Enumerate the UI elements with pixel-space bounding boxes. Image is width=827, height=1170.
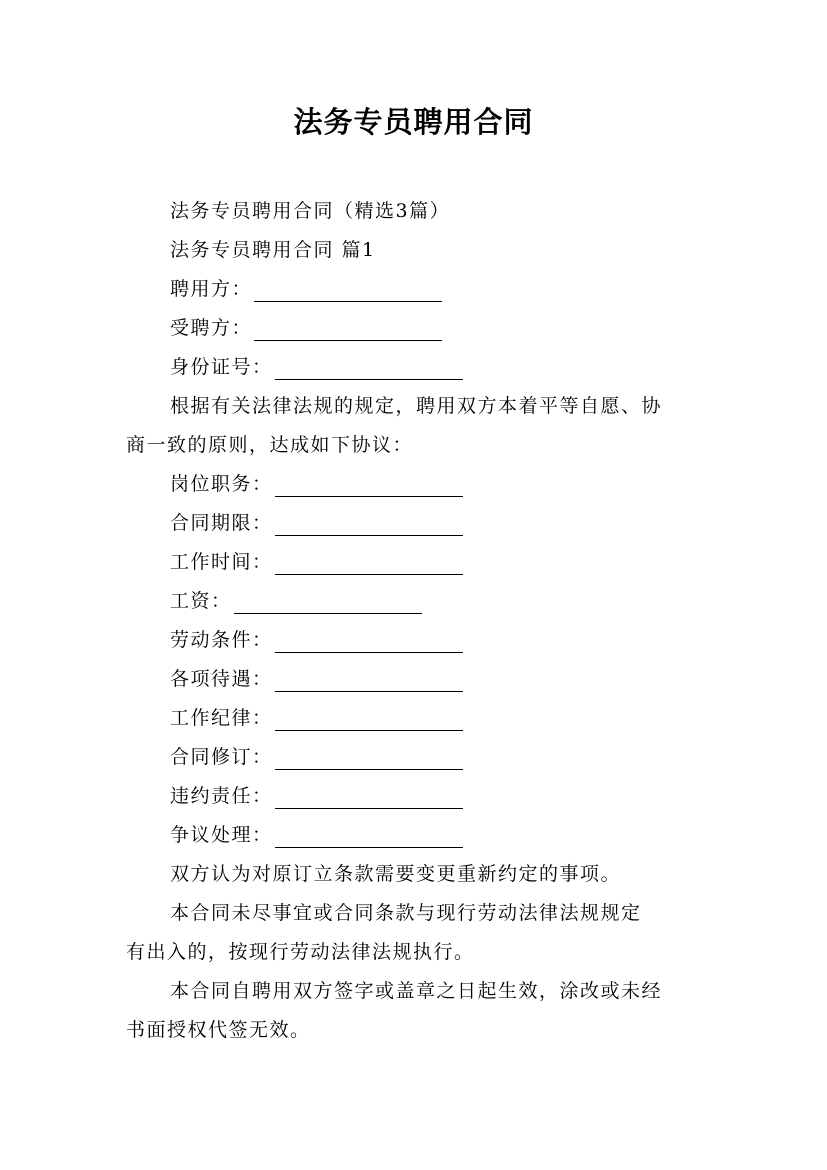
liability-label: 违约责任： xyxy=(170,785,273,807)
document-subtitle: 法务专员聘用合同（精选3篇） xyxy=(170,200,451,222)
document-title: 法务专员聘用合同 xyxy=(293,105,534,139)
amendment-label: 合同修订： xyxy=(170,746,273,768)
conditions-label: 劳动条件： xyxy=(170,629,273,651)
salary-blank xyxy=(234,593,422,614)
employee-field xyxy=(170,315,442,341)
discipline-label: 工作纪律： xyxy=(170,707,273,729)
clause-change: 双方认为对原订立条款需要变更重新约定的事项。 xyxy=(170,863,622,885)
salary-field xyxy=(170,588,422,614)
liability-field xyxy=(170,783,463,809)
clause-law-line-2: 有出入的，按现行劳动法律法规执行。 xyxy=(126,941,475,963)
section-heading: 法务专员聘用合同 篇1 xyxy=(170,239,376,261)
intro-line-2: 商一致的原则，达成如下协议： xyxy=(126,434,414,456)
id-label: 身份证号： xyxy=(170,356,273,378)
period-blank xyxy=(275,515,463,536)
dispute-label: 争议处理： xyxy=(170,824,273,846)
dispute-field xyxy=(170,822,463,848)
hours-label: 工作时间： xyxy=(170,551,273,573)
employee-label: 受聘方： xyxy=(170,317,253,339)
employee-blank xyxy=(254,320,442,341)
discipline-blank xyxy=(275,710,463,731)
conditions-field xyxy=(170,627,463,653)
employer-label: 聘用方： xyxy=(170,278,253,300)
benefits-blank xyxy=(275,671,463,692)
employer-blank xyxy=(254,281,442,302)
liability-blank xyxy=(275,788,463,809)
position-blank xyxy=(275,476,463,497)
discipline-field xyxy=(170,705,463,731)
hours-blank xyxy=(275,554,463,575)
clause-effect-line-2: 书面授权代签无效。 xyxy=(126,1019,311,1041)
hours-field xyxy=(170,549,463,575)
benefits-label: 各项待遇： xyxy=(170,668,273,690)
position-label: 岗位职务： xyxy=(170,473,273,495)
period-field xyxy=(170,510,463,536)
id-blank xyxy=(275,359,463,380)
clause-law-line-1: 本合同未尽事宜或合同条款与现行劳动法律法规规定 xyxy=(170,902,642,924)
id-field xyxy=(170,354,463,380)
conditions-blank xyxy=(275,632,463,653)
benefits-field xyxy=(170,666,463,692)
amendment-blank xyxy=(275,749,463,770)
position-field xyxy=(170,471,463,497)
dispute-blank xyxy=(275,827,463,848)
clause-effect-line-1: 本合同自聘用双方签字或盖章之日起生效，涂改或未经 xyxy=(170,980,663,1002)
intro-line-1: 根据有关法律法规的规定，聘用双方本着平等自愿、协 xyxy=(170,395,663,417)
period-label: 合同期限： xyxy=(170,512,273,534)
salary-label: 工资： xyxy=(170,590,232,612)
amendment-field xyxy=(170,744,463,770)
employer-field xyxy=(170,276,442,302)
